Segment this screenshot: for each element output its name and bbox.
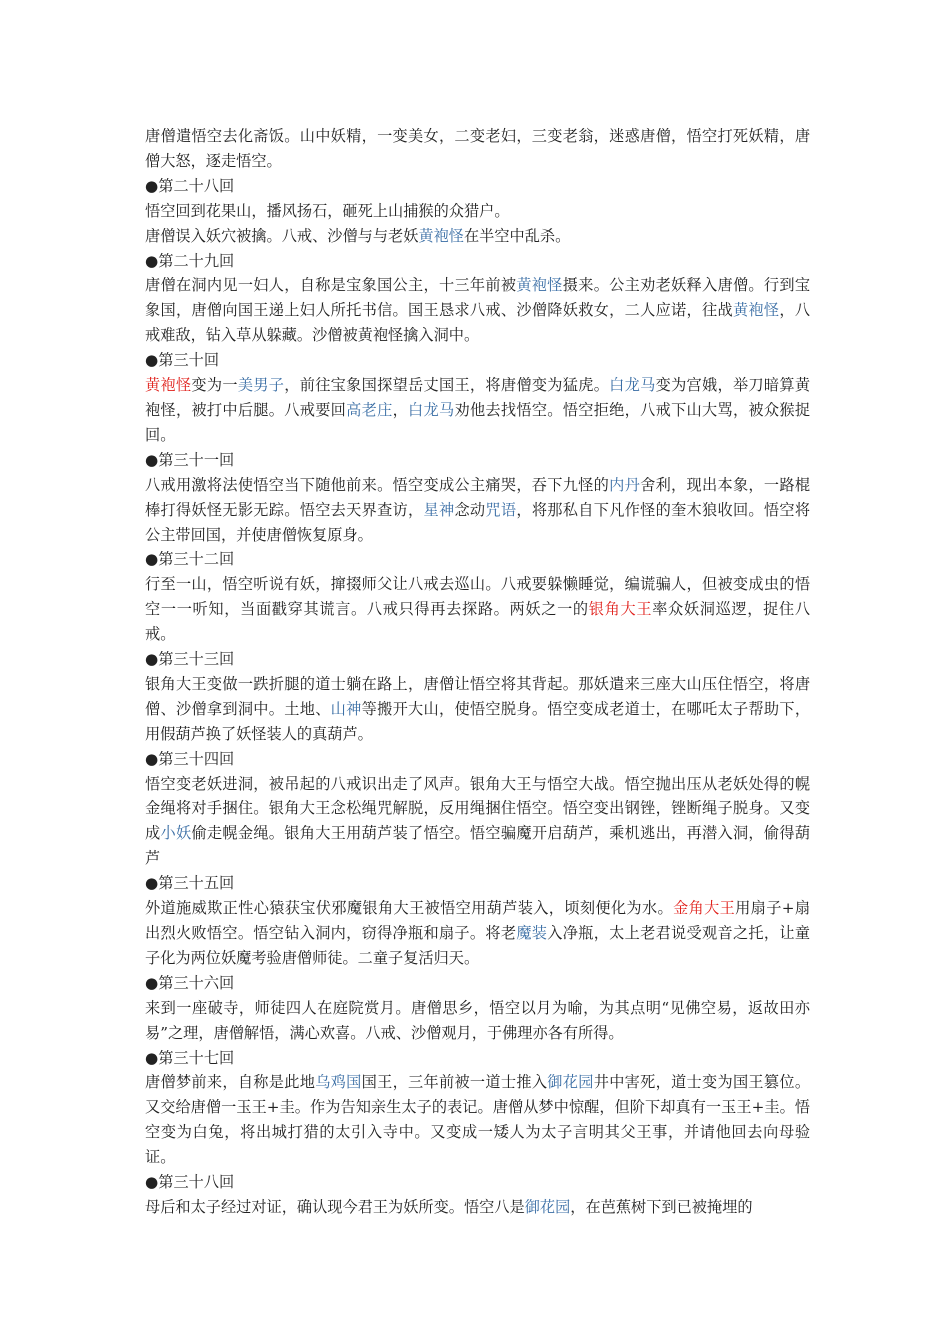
paragraph (145, 672, 810, 747)
term-link[interactable]: 白龙马 (609, 376, 656, 395)
paragraph (145, 896, 810, 971)
text-run: 悟空变老妖进洞，被吊起的八戒识出走了风声。银角大王与悟空大战。悟空抛出压从老妖处得的幌金绳将对手捆住。银角大王念松绳咒解脱，反用绳捆住悟空。悟空变出钢锉，锉断绳子脱身。又变成 (145, 774, 810, 843)
term-link[interactable]: 魔装 (516, 924, 548, 942)
chapter-heading: ●第三十五回 (145, 874, 235, 893)
text-run: 唐僧梦前来，自称是此地 (145, 1073, 316, 1092)
term-link[interactable]: 咒语 (485, 500, 517, 519)
text-run: 在半空中乱杀。 (463, 226, 571, 245)
text-run: 劝他去找悟空。悟空拒绝，八戒下山大骂，被众猴捉回。 (145, 400, 811, 444)
text-run: ，八戒难敌，钻入草从躲藏。沙僧被黄袍怪擒入洞中。 (145, 301, 811, 345)
paragraph (145, 473, 810, 548)
chapter-heading: ●第三十二回 (145, 550, 235, 569)
term-link[interactable]: 山神 (330, 699, 362, 718)
text-run: ，将那私自下凡作怪的奎木狼收回。悟空将公主带回国，并使唐僧恢复原身。 (145, 500, 811, 544)
paragraph (145, 1195, 810, 1220)
term-link[interactable]: 高老庄 (346, 400, 393, 419)
term-highlight[interactable]: 银角大王 (588, 600, 653, 619)
paragraph (145, 1070, 810, 1170)
text-run: 井中害死，道士变为国王篡位。又交给唐僧一玉王+圭。作为告知亲生太子的表记。唐僧从梦中惊醒，但阶下却真有一玉王+圭。悟空变为白兔，将出城打猎的太引入寺中。又变成一矮人为太子言明其父王事，并请他回去向母验证。 (145, 1073, 811, 1167)
chapter-heading: ●第二十九回 (145, 251, 235, 270)
chapter-heading: ●第三十回 (145, 351, 220, 370)
chapter-heading: ●第三十六回 (145, 973, 235, 992)
document-page (145, 124, 810, 1220)
text-run: 等搬开大山，使悟空脱身。悟空变成老道士，在哪吒太子帮助下，用假葫芦换了妖怪装人的真葫芦。 (145, 699, 811, 743)
paragraph (145, 224, 810, 249)
paragraph: 唐僧遣悟空去化斋饭。山中妖精，一变美女，二变老妇，三变老翁，迷惑唐僧，悟空打死妖精，唐僧大怒，逐走悟空。 (145, 127, 810, 170)
term-link[interactable]: 御花园 (547, 1073, 594, 1092)
term-highlight[interactable]: 黄袍怪 (145, 376, 192, 395)
chapter-heading: ●第三十七回 (145, 1048, 235, 1067)
term-link[interactable]: 小妖 (160, 824, 192, 843)
text-run: 行至一山，悟空听说有妖，撺掇师父让八戒去巡山。八戒要躲懒睡觉，编谎骗人，但被变成虫的悟空一一听知，当面戳穿其谎言。八戒只得再去探路。两妖之一的 (145, 575, 810, 619)
text-run: 摄来。公主劝老妖释入唐僧。行到宝象国，唐僧向国王递上妇人所托书信。国王恳求八戒、沙僧降妖救女，二人应诺，往战 (145, 276, 811, 320)
term-link[interactable]: 御花园 (524, 1197, 571, 1216)
text-run: 念动 (454, 500, 486, 519)
term-link[interactable]: 美男子 (237, 376, 285, 395)
term-highlight[interactable]: 金角大王 (673, 899, 736, 918)
term-link[interactable]: 内丹 (609, 475, 641, 494)
chapter-heading: ●第三十一回 (145, 450, 235, 469)
text-run: 变为一 (191, 376, 238, 395)
paragraph (145, 572, 810, 647)
text-run: 舍利，现出本象，一路棍棒打得妖怪无影无踪。悟空去天界查访， (145, 475, 811, 519)
text-run: 八戒用激将法使悟空当下随他前来。悟空变成公主痛哭，吞下九怪的 (145, 475, 610, 494)
chapter-heading: ●第三十八回 (145, 1173, 235, 1192)
paragraph (145, 772, 810, 872)
paragraph: 来到一座破寺，师徒四人在庭院赏月。唐僧思乡，悟空以月为喻，为其点明“见佛空易，返故田亦易”之理，唐僧解悟，满心欢喜。八戒、沙僧观月，于佛理亦各有所得。 (145, 998, 810, 1042)
term-link[interactable]: 星神 (423, 500, 455, 519)
text-run: ， (392, 400, 409, 419)
paragraph (145, 373, 810, 448)
paragraph: 悟空回到花果山，播风扬石，砸死上山捕猴的众猎户。 (145, 201, 510, 220)
paragraph (145, 273, 810, 348)
text-run: 唐僧在洞内见一妇人，自称是宝象国公主，十三年前被 (145, 276, 517, 295)
text-run: 国王，三年前被一道士推入 (361, 1073, 548, 1092)
text-run: 母后和太子经过对证，确认现今君王为妖所变。悟空八是 (145, 1197, 525, 1216)
text-run: 偷走幌金绳。银角大王用葫芦装了悟空。悟空骗魔开启葫芦，乘机逃出，再潜入洞，偷得葫芦 (145, 824, 811, 868)
text-run: ，前往宝象国探望岳丈国王，将唐僧变为猛虎。 (284, 376, 610, 395)
term-link[interactable]: 黄袍怪 (516, 276, 563, 295)
chapter-heading: ●第三十四回 (145, 749, 235, 768)
term-link[interactable]: 乌鸡国 (315, 1073, 362, 1092)
term-link[interactable]: 黄袍怪 (418, 226, 464, 245)
chapter-heading: ●第三十三回 (145, 650, 235, 669)
text-run: 唐僧误入妖穴被擒。八戒、沙僧与与老妖 (145, 226, 419, 245)
text-run: 银角大王变做一跌折腿的道士躺在路上，唐僧让悟空将其背起。那妖遣来三座大山压住悟空，将唐僧、沙僧拿到洞中。土地、 (145, 674, 810, 718)
text-run: ，在芭蕉树下到已被掩埋的 (570, 1197, 753, 1216)
term-link[interactable]: 黄袍怪 (732, 301, 780, 320)
text-run: 率众妖洞巡逻，捉住八戒。 (145, 600, 811, 644)
term-link[interactable]: 白龙马 (408, 400, 455, 419)
text-run: 入净瓶，太上老君说受观音之托，让童子化为两位妖魔考验唐僧师徒。二童子复活归天。 (145, 924, 811, 967)
text-run: 用扇子+扇出烈火败悟空。悟空钻入洞内，窃得净瓶和扇子。将老 (145, 899, 811, 942)
text-run: 外道施威欺正性心猿获宝伏邪魔银角大王被悟空用葫芦装入，顷刻便化为水。 (145, 899, 674, 918)
text-run: 变为宫娥，举刀暗算黄袍怪，被打中后腿。八戒要回 (145, 376, 811, 419)
chapter-heading: ●第二十八回 (145, 176, 235, 195)
